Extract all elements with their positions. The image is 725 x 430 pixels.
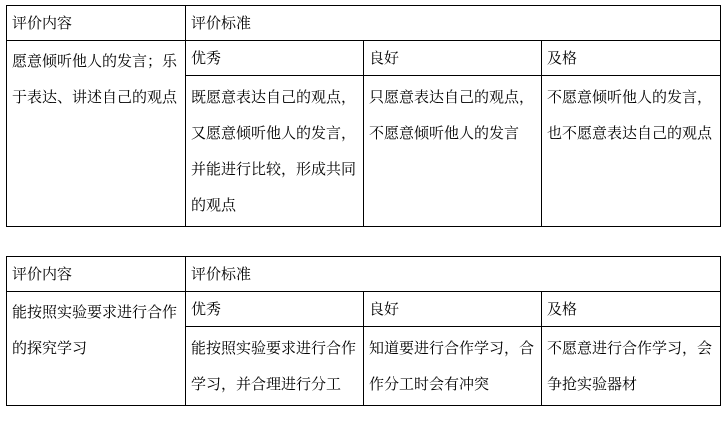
level-excellent: 优秀 — [186, 292, 364, 327]
header-evaluation-content: 评价内容 — [7, 6, 186, 41]
description-excellent: 能按照实验要求进行合作学习，并合理进行分工 — [186, 327, 364, 406]
level-pass: 及格 — [542, 292, 721, 327]
table-header-row — [7, 6, 721, 41]
evaluation-content-cell: 愿意倾听他人的发言；乐于表达、讲述自己的观点 — [7, 41, 186, 227]
level-row — [7, 41, 721, 76]
description-excellent: 既愿意表达自己的观点，又愿意倾听他人的发言，并能进行比较，形成共同的观点 — [186, 76, 364, 227]
header-evaluation-content: 评价内容 — [7, 257, 186, 292]
description-pass: 不愿意进行合作学习，会争抢实验器材 — [542, 327, 721, 406]
evaluation-table-1 — [6, 5, 721, 227]
header-evaluation-standard: 评价标准 — [186, 257, 721, 292]
level-row — [7, 292, 721, 327]
level-excellent: 优秀 — [186, 41, 364, 76]
description-pass: 不愿意倾听他人的发言，也不愿意表达自己的观点 — [542, 76, 721, 227]
description-good: 知道要进行合作学习，合作分工时会有冲突 — [364, 327, 542, 406]
header-evaluation-standard: 评价标准 — [186, 6, 721, 41]
table-header-row — [7, 257, 721, 292]
evaluation-table-2 — [6, 256, 721, 406]
evaluation-content-cell: 能按照实验要求进行合作的探究学习 — [7, 292, 186, 406]
level-good: 良好 — [364, 41, 542, 76]
description-good: 只愿意表达自己的观点，不愿意倾听他人的发言 — [364, 76, 542, 227]
level-pass: 及格 — [542, 41, 721, 76]
level-good: 良好 — [364, 292, 542, 327]
